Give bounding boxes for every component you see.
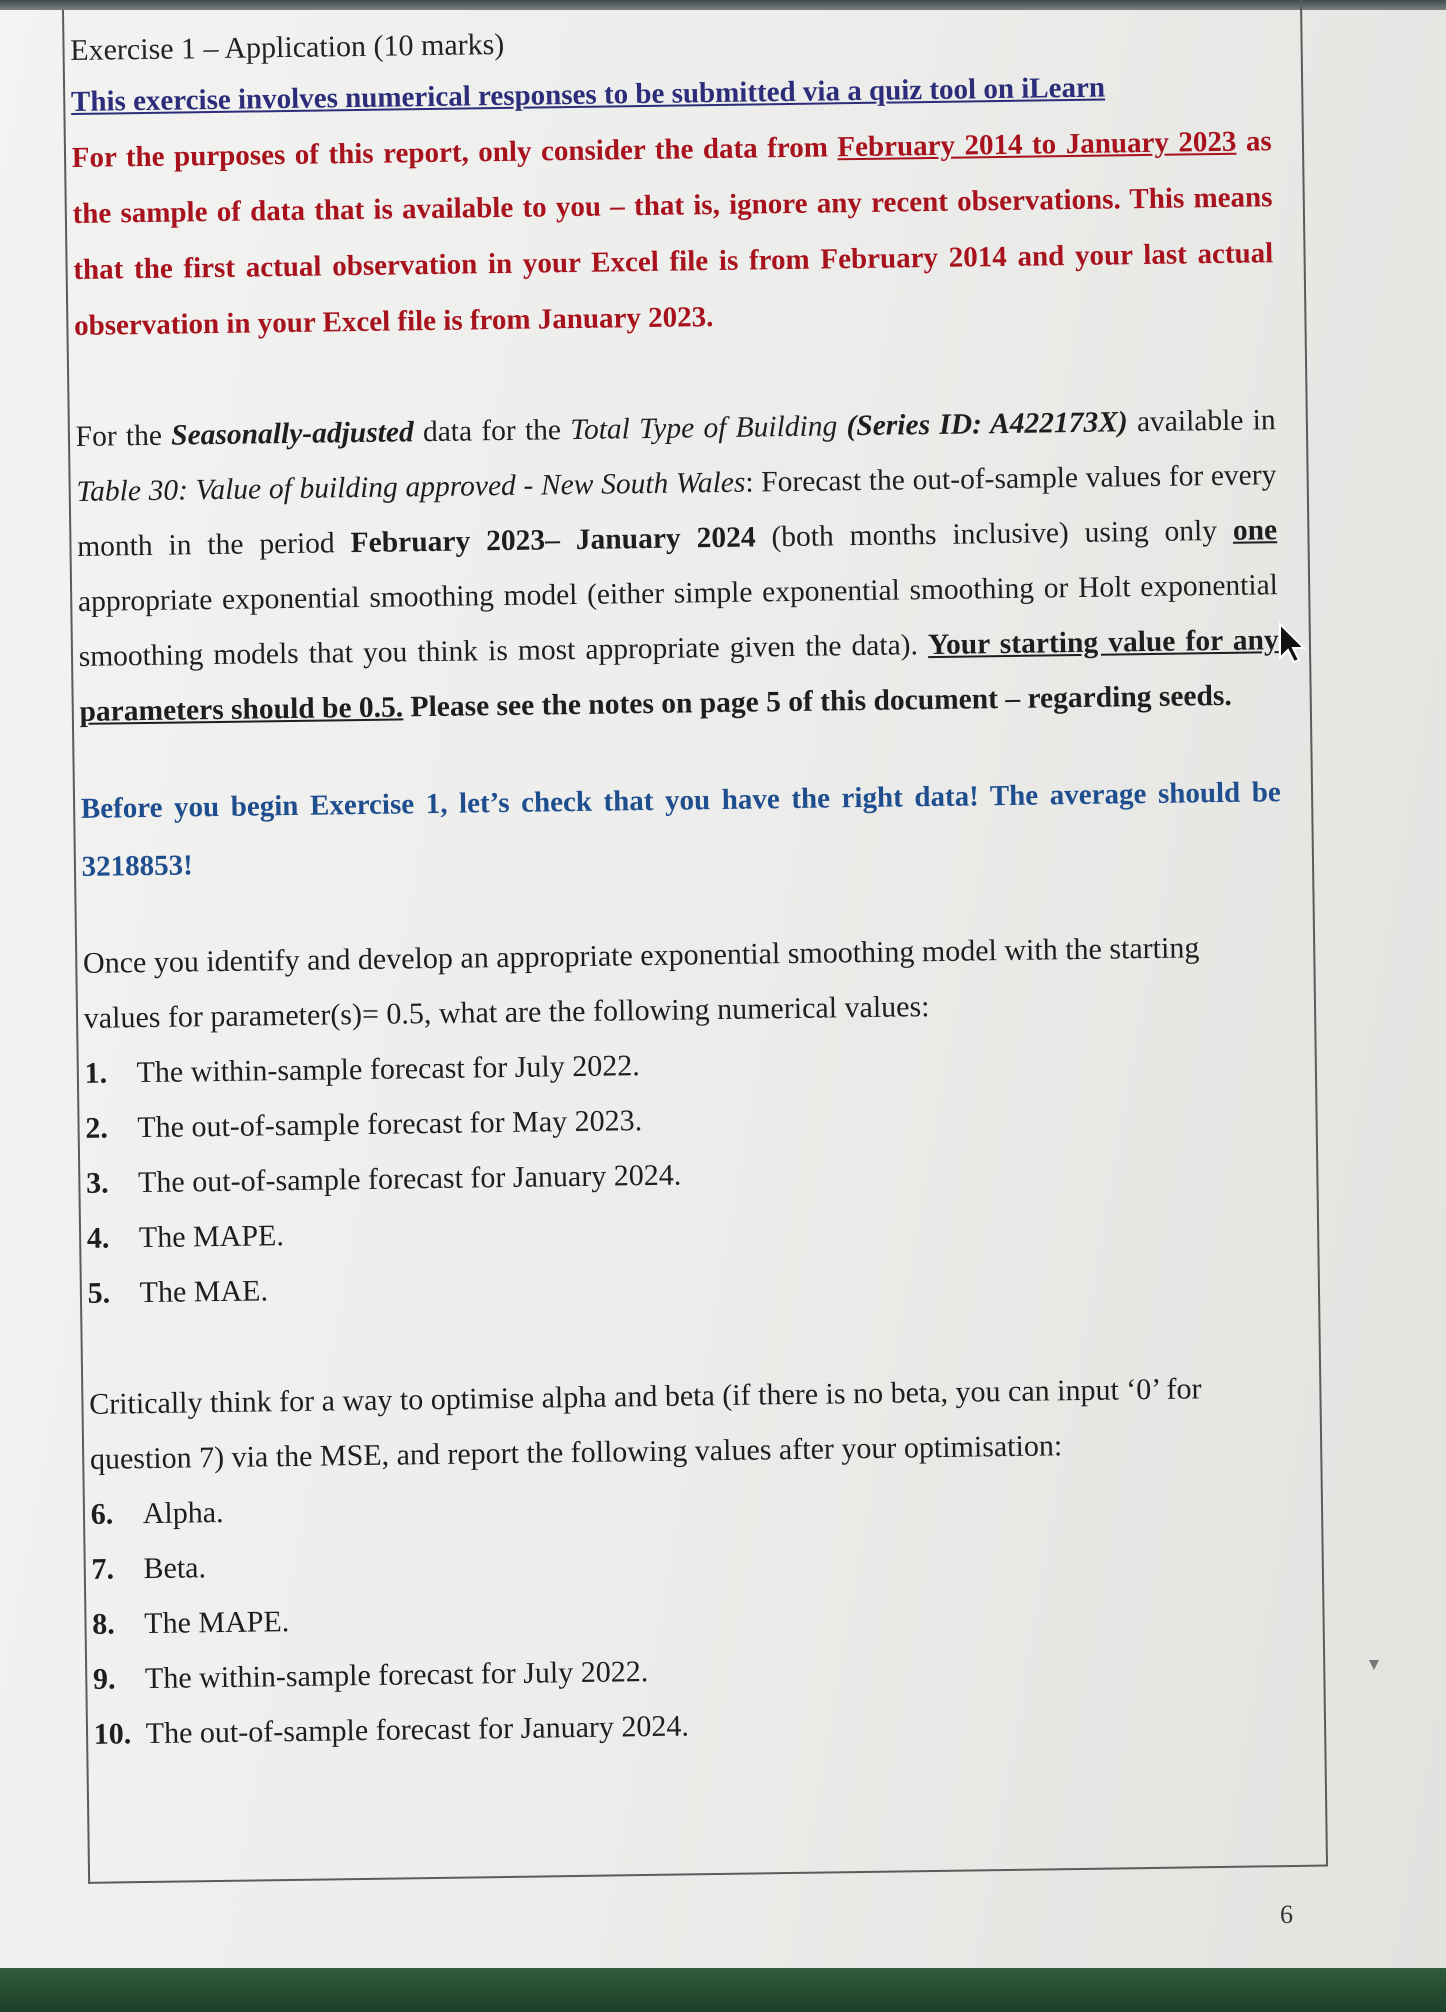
question-number: 8. bbox=[92, 1607, 115, 1641]
question-number: 9. bbox=[92, 1662, 116, 1696]
questions-intro: Once you identify and develop an appropriate exponential smoothing model with the starting values for parameter(s)= 0.5, what are the following numerical values: bbox=[82, 931, 1200, 1035]
question-list-initial bbox=[84, 1029, 1288, 1321]
question-text: Alpha. bbox=[142, 1496, 224, 1531]
question-text: The out-of-sample forecast for January 2024. bbox=[137, 1158, 682, 1200]
task-text-4: available in bbox=[1127, 404, 1276, 439]
question-number: 3. bbox=[85, 1166, 109, 1200]
question-text: The within-sample forecast for July 2022. bbox=[136, 1049, 640, 1090]
document-page bbox=[0, 10, 1446, 1968]
data-period-instructions bbox=[71, 113, 1274, 354]
data-period-text-1: For the purposes of this report, only consider the data from bbox=[71, 131, 838, 174]
page-number: 6 bbox=[1280, 1900, 1293, 1929]
question-text: The MAPE. bbox=[144, 1605, 290, 1641]
question-text: The MAE. bbox=[139, 1274, 269, 1310]
task-text-1: For the bbox=[75, 419, 172, 453]
question-number: 4. bbox=[86, 1221, 110, 1255]
question-number: 1. bbox=[84, 1056, 108, 1090]
task-forecast-period: February 2023– January 2024 bbox=[350, 521, 756, 560]
question-text: The MAPE. bbox=[138, 1219, 285, 1255]
exercise-content bbox=[70, 13, 1294, 1762]
task-text-5: : Forecast the out-of-sample values for every month in the period bbox=[76, 459, 1277, 563]
optimisation-intro: Critically think for a way to optimise alpha and beta (if there is no beta, you can input ‘0’ for question 7) via the MSE, and report the following values after your optimisation: bbox=[88, 1372, 1202, 1476]
question-number: 7. bbox=[91, 1552, 115, 1586]
small-triangle-mark bbox=[1368, 1658, 1380, 1672]
task-seasonally-adjusted: Seasonally-adjusted bbox=[170, 416, 414, 452]
screen-bottom-edge bbox=[0, 1968, 1446, 2012]
question-number: 2. bbox=[85, 1111, 109, 1145]
task-text-7: appropriate exponential smoothing model (either simple exponential smoothing or Holt exponential smoothing models that you think is most appropriate given the data). bbox=[77, 569, 1279, 673]
question-text: The out-of-sample forecast for January 2024. bbox=[145, 1709, 690, 1751]
question-number: 10. bbox=[93, 1717, 132, 1751]
question-text: Beta. bbox=[143, 1551, 207, 1586]
task-seeds-note: Please see the notes on page 5 of this document – regarding seeds. bbox=[402, 679, 1233, 724]
quiz-tool-note: This exercise involves numerical responses to be submitted via a quiz tool on iLearn bbox=[70, 71, 1106, 118]
question-number: 5. bbox=[87, 1276, 111, 1310]
data-check-note: Before you begin Exercise 1, let’s check that you have the right data! The average should be 3218853! bbox=[80, 776, 1281, 883]
task-one-emphasis: one bbox=[1232, 514, 1278, 547]
task-series-id: (Series ID: A422173X) bbox=[846, 406, 1128, 443]
task-table-name: Table 30: Value of building approved - New South Wales bbox=[76, 466, 746, 508]
task-starting-value: Your starting value for any parameters should be 0.5. bbox=[79, 624, 1279, 728]
question-number: 6. bbox=[90, 1497, 114, 1531]
question-text: The within-sample forecast for July 2022. bbox=[144, 1655, 649, 1696]
task-text-6: (both months inclusive) using only bbox=[755, 514, 1234, 554]
task-building-type: Total Type of Building bbox=[570, 410, 838, 447]
question-text: The out-of-sample forecast for May 2023. bbox=[137, 1104, 643, 1145]
task-text-2: data for the bbox=[413, 414, 571, 449]
forecast-task-paragraph bbox=[75, 393, 1279, 740]
task-text-3 bbox=[837, 410, 847, 442]
exercise-heading: Exercise 1 – Application (10 marks) bbox=[70, 27, 505, 67]
mouse-pointer-icon bbox=[1278, 622, 1308, 664]
question-list-optimised bbox=[90, 1470, 1294, 1762]
data-period-range: February 2014 to January 2023 bbox=[837, 125, 1237, 164]
data-period-text-2: as the sample of data that is available to you – that is, ignore any recent observations. This means that the first actual observation in your Excel file is from February 2014 and your last actual observation in your Excel file is from January 2023. bbox=[72, 125, 1274, 342]
